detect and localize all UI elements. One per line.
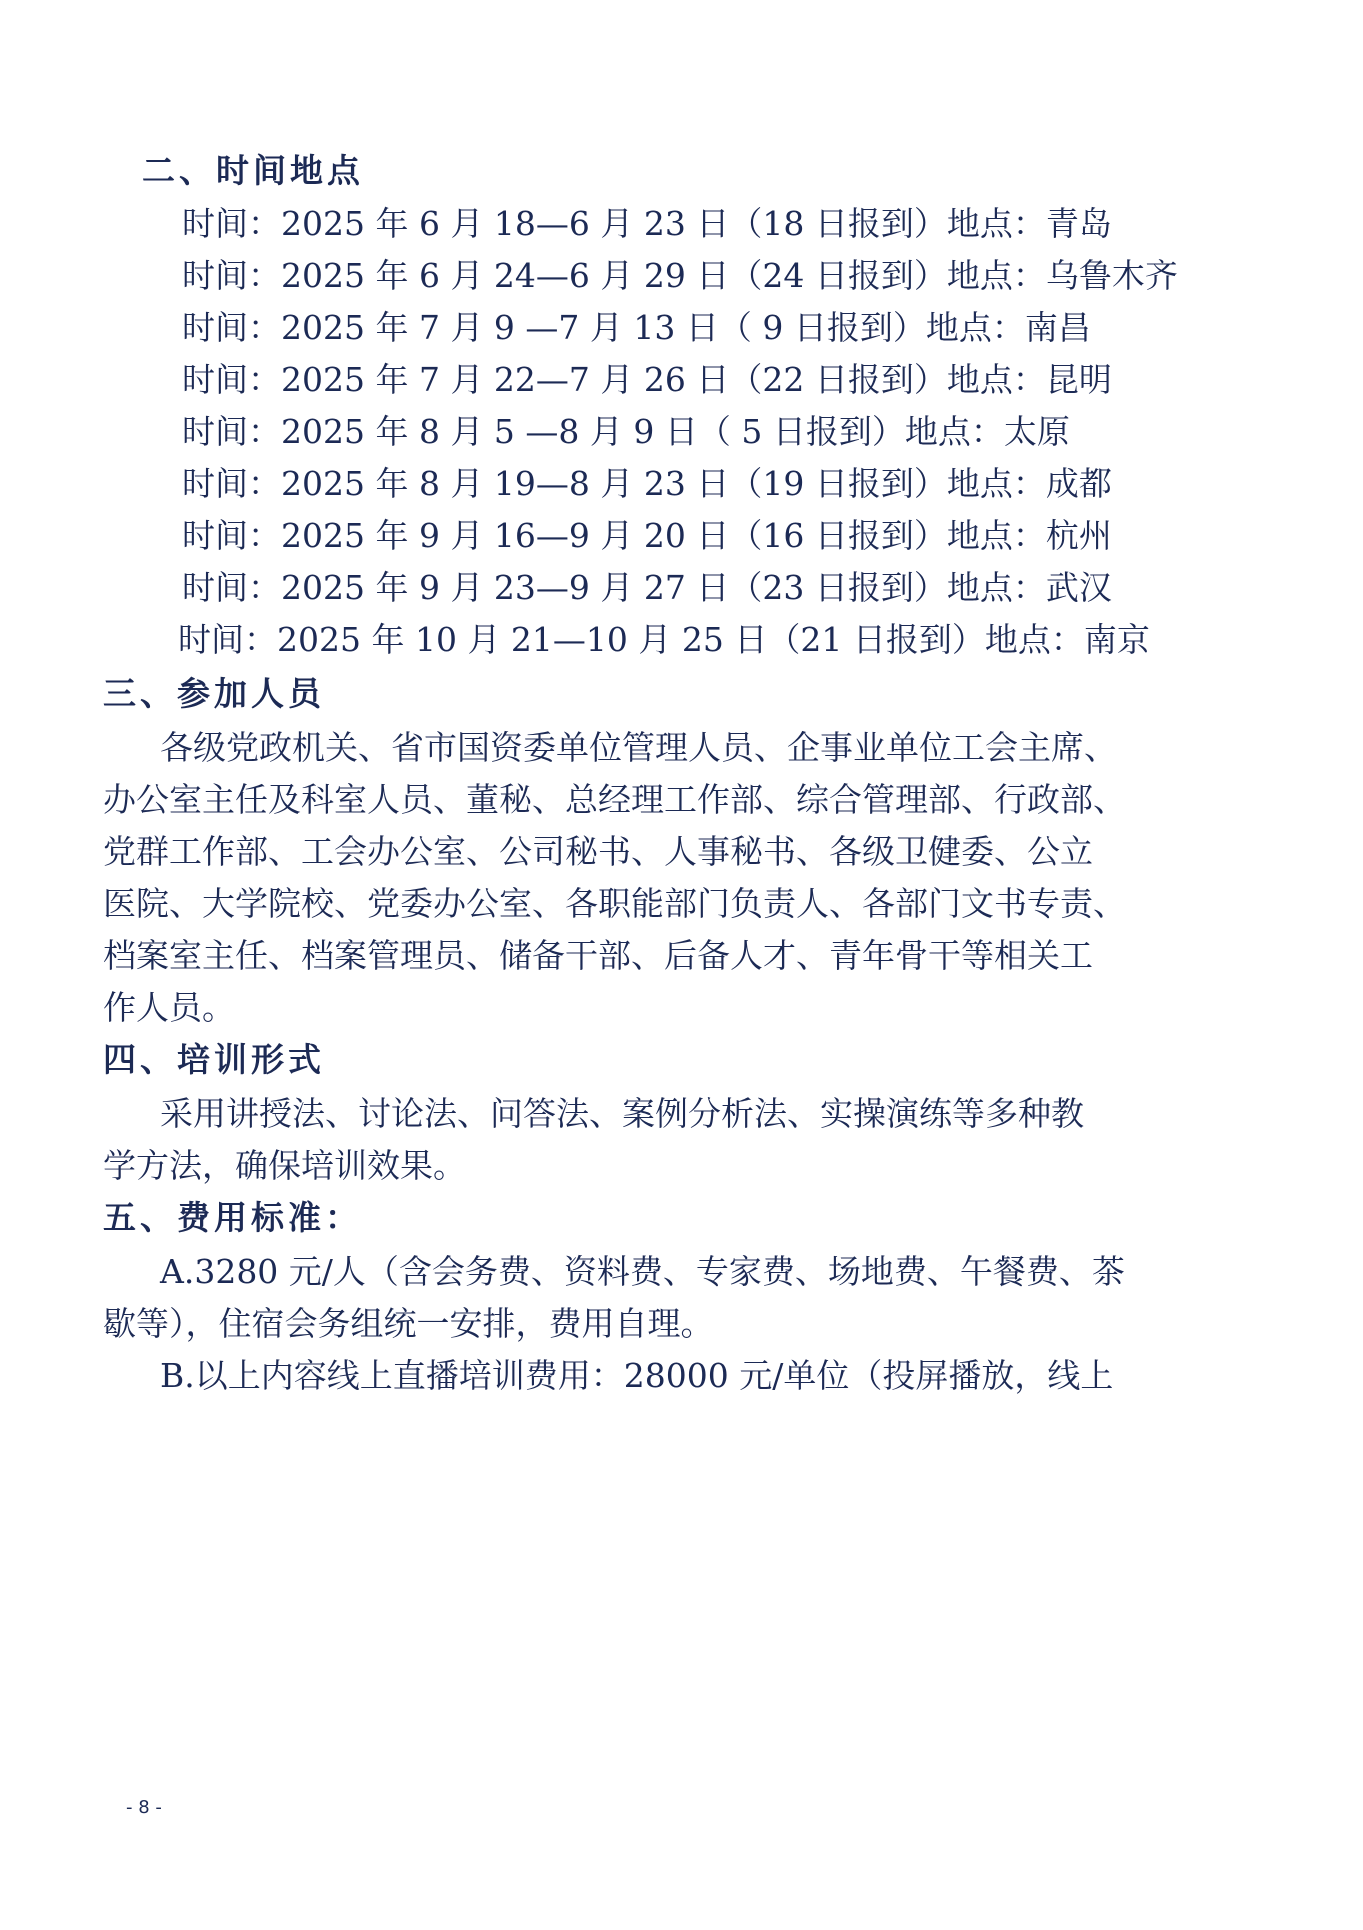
schedule-line: 时间：2025 年 10 月 21—10 月 25 日（21 日报到）地点：南京 [178, 620, 1150, 659]
participants-line: 各级党政机关、省市国资委单位管理人员、企事业单位工会主席、 [160, 728, 1117, 767]
section-heading-participants: 三、参加人员 [103, 674, 325, 713]
participants-line: 办公室主任及科室人员、董秘、总经理工作部、综合管理部、行政部、 [103, 780, 1126, 819]
schedule-line: 时间：2025 年 8 月 19—8 月 23 日（19 日报到）地点：成都 [182, 464, 1112, 503]
page-number: - 8 - [126, 1797, 162, 1818]
schedule-line: 时间：2025 年 8 月 5 —8 月 9 日（ 5 日报到）地点：太原 [182, 412, 1070, 451]
section-heading-time-place: 二、时间地点 [142, 151, 364, 190]
section-heading-format: 四、培训形式 [103, 1040, 325, 1079]
schedule-line: 时间：2025 年 6 月 18—6 月 23 日（18 日报到）地点：青岛 [182, 204, 1112, 243]
schedule-line: 时间：2025 年 7 月 9 —7 月 13 日（ 9 日报到）地点：南昌 [182, 308, 1091, 347]
participants-line: 党群工作部、工会办公室、公司秘书、人事秘书、各级卫健委、公立 [103, 832, 1093, 871]
format-line: 采用讲授法、讨论法、问答法、案例分析法、实操演练等多种教 [160, 1094, 1084, 1133]
schedule-line: 时间：2025 年 7 月 22—7 月 26 日（22 日报到）地点：昆明 [182, 360, 1112, 399]
format-line: 学方法，确保培训效果。 [103, 1146, 466, 1185]
schedule-line: 时间：2025 年 6 月 24—6 月 29 日（24 日报到）地点：乌鲁木齐 [182, 256, 1178, 295]
schedule-line: 时间：2025 年 9 月 16—9 月 20 日（16 日报到）地点：杭州 [182, 516, 1112, 555]
schedule-line: 时间：2025 年 9 月 23—9 月 27 日（23 日报到）地点：武汉 [182, 568, 1112, 607]
fees-line: A.3280 元/人（含会务费、资料费、专家费、场地费、午餐费、茶 [160, 1252, 1125, 1291]
participants-line: 医院、大学院校、党委办公室、各职能部门负责人、各部门文书专责、 [103, 884, 1126, 923]
fees-line: B.以上内容线上直播培训费用：28000 元/单位（投屏播放，线上 [160, 1356, 1114, 1395]
fees-line: 歇等），住宿会务组统一安排，费用自理。 [103, 1304, 714, 1343]
section-heading-fees: 五、费用标准： [103, 1198, 362, 1237]
participants-line: 档案室主任、档案管理员、储备干部、后备人才、青年骨干等相关工 [103, 936, 1093, 975]
participants-line: 作人员。 [103, 988, 235, 1027]
